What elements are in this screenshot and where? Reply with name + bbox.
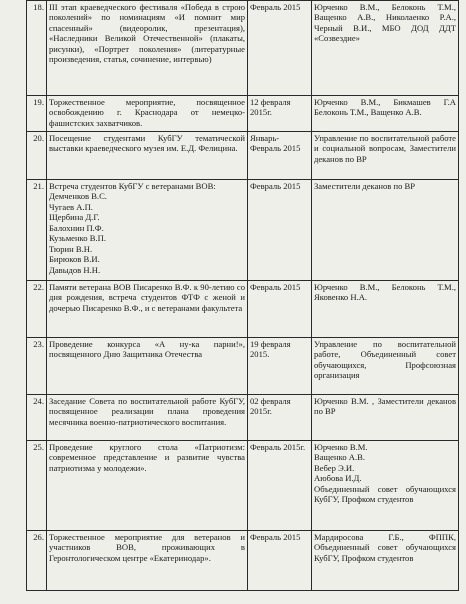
event-date: 02 февраля 2015г. <box>248 395 312 441</box>
veteran-name: Кузьменко В.П. <box>49 233 106 244</box>
table-row <box>27 180 459 281</box>
event-description: Проведение конкурса «А ну-ка парни!», посвященного Дню Защитника Отечества <box>47 338 248 395</box>
veteran-name: Тюрин В.Н. <box>49 243 93 254</box>
event-date: Февраль 2015 <box>248 531 312 591</box>
veteran-name: Давыдов Н.Н. <box>49 264 101 275</box>
events-plan-table <box>26 0 459 591</box>
table-row <box>27 338 459 395</box>
veteran-name: Балохнин П.Ф. <box>49 222 104 233</box>
event-date: Февраль 2015 <box>248 1 312 96</box>
responsible-persons: Юрченко В.М. , Заместители деканов по ВР <box>312 395 459 441</box>
row-number: 23. <box>27 338 47 395</box>
table-row <box>27 96 459 132</box>
responsible-persons: Юрченко В.М., Белоконь Т.М., Ващенко А.В., Николаенко Р.А., Черный В.И., МБО ДОД ДДТ «Созвездие» <box>312 1 459 96</box>
responsible-persons: Юрченко В.М., Бикмашев Г.А Белоконь Т.М., Ващенко А.В. <box>312 96 459 132</box>
event-description: Торжественное мероприятие, посвященное освобождению г. Краснодара от немецко-фашистских захватчиков. <box>47 96 248 132</box>
table-row <box>27 132 459 180</box>
row-number: 21. <box>27 180 47 281</box>
row-number: 20. <box>27 132 47 180</box>
table-row <box>27 281 459 338</box>
responsible-persons: Юрченко В.М., Белоконь Т.М., Яковенко Н.А. <box>312 281 459 338</box>
responsible-name: Ващенко А.В. <box>314 452 365 463</box>
event-description <box>47 180 248 281</box>
table-row <box>27 441 459 531</box>
event-title: Встреча студентов КубГУ с ветеранами ВОВ: <box>49 181 216 191</box>
event-date: Февраль 2015г. <box>248 441 312 531</box>
event-description: Памяти ветерана ВОВ Писаренко В.Ф. к 90-летию со дня рождения, встреча студентов ФТФ с женой и дочерью Писаренко В.Ф., и с ветеранами факультета <box>47 281 248 338</box>
row-number: 18. <box>27 1 47 96</box>
veteran-name: Бирюков В.И. <box>49 254 100 265</box>
responsible-persons: Мардиросова Г.Б., ФППК, Объединенный совет обучающихся КубГУ, Профком студентов <box>312 531 459 591</box>
event-date: Февраль 2015 <box>248 180 312 281</box>
responsible-persons: Заместители деканов по ВР <box>312 180 459 281</box>
event-description: Проведение круглого стола «Патриотизм: современное представление и развитие чувства патриотизма у молодежи». <box>47 441 248 531</box>
row-number: 19. <box>27 96 47 132</box>
veteran-name: Чугаев А.П. <box>49 201 93 212</box>
event-description: Торжественное мероприятие для ветеранов и участников ВОВ, проживающих в Геронтологическом центре «Екатеринодар». <box>47 531 248 591</box>
responsible-persons <box>312 441 459 531</box>
event-description: Посещение студентами КубГУ тематической выставки краеведческого музея им. Е.Д. Фелицина. <box>47 132 248 180</box>
event-description: III этап краеведческого фестиваля «Победа в строю поколений» по номинациям «И помнит мир спасенный» (видеоролик, презентация), «Наследники Великой Отечественной» (плакаты, рисунки), «Портрет поколения» (литературные произведения, статья, сочинение, интервью) <box>47 1 248 96</box>
table-row <box>27 531 459 591</box>
responsible-org: Объединенный совет обучающихся КубГУ, Профком студентов <box>314 483 456 505</box>
event-date: Январь-Февраль 2015 <box>248 132 312 180</box>
table-row <box>27 395 459 441</box>
veteran-name: Демченков В.С. <box>49 191 107 202</box>
row-number: 26. <box>27 531 47 591</box>
row-number: 24. <box>27 395 47 441</box>
event-date: Февраль 2015 <box>248 281 312 338</box>
event-date: 12 февраля 2015г. <box>248 96 312 132</box>
veteran-name: Щербина Д.Г. <box>49 212 100 223</box>
responsible-name: Вебер Э.И. <box>314 462 355 473</box>
table-row <box>27 1 459 96</box>
responsible-persons: Управление по воспитательной работе, Объединенный совет обучающихся, Профсоюзная организация <box>312 338 459 395</box>
event-date: 19 февраля 2015. <box>248 338 312 395</box>
row-number: 22. <box>27 281 47 338</box>
event-description: Заседание Совета по воспитательной работе КубГУ, посвященное реализации плана проведения месячника военно-патриотического воспитания. <box>47 395 248 441</box>
responsible-name: Аюбова И.Д. <box>314 473 362 484</box>
responsible-name: Юрченко В.М. <box>314 442 368 452</box>
responsible-persons: Управление по воспитательной работе и социальной вопросам, Заместители деканов по ВР <box>312 132 459 180</box>
row-number: 25. <box>27 441 47 531</box>
